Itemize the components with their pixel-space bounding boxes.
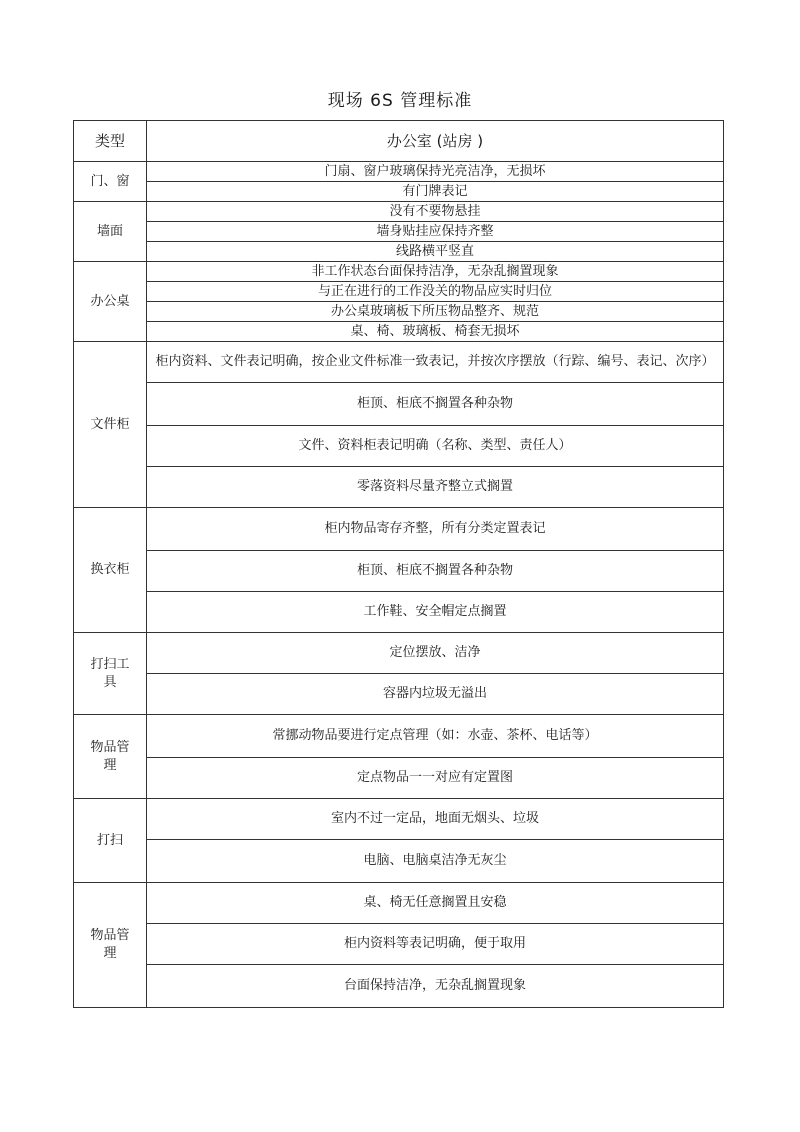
standard-item: 有门牌表记	[147, 182, 724, 202]
table-header-row	[74, 121, 724, 162]
table-row	[74, 758, 724, 799]
category-line: 物品管	[90, 928, 130, 943]
table-row	[74, 674, 724, 715]
table-row	[74, 242, 724, 262]
standard-item: 柜顶、柜底不搁置各种杂物	[147, 551, 724, 592]
table-row	[74, 924, 724, 965]
category-desk: 办公桌	[74, 262, 147, 342]
category-line: 物品管	[90, 739, 130, 755]
standard-item: 电脑、电脑桌洁净无灰尘	[147, 840, 724, 883]
table-row	[74, 715, 724, 758]
standard-item: 室内不过一定品，地面无烟头、垃圾	[147, 799, 724, 840]
category-door-window: 门、窗	[74, 162, 147, 202]
standard-item: 定位摆放、洁净	[147, 633, 724, 674]
table-row	[74, 883, 724, 924]
category-item-management	[74, 715, 147, 799]
standard-item: 墙身贴挂应保持齐整	[147, 222, 724, 242]
table-row	[74, 551, 724, 592]
table-row	[74, 222, 724, 242]
category-line: 打扫工	[90, 656, 130, 672]
category-cleaning-tools	[74, 633, 147, 715]
table-row	[74, 467, 724, 508]
standard-item: 文件、资料柜表记明确（名称、类型、责任人）	[147, 426, 724, 467]
table-row	[74, 202, 724, 222]
standard-item: 与正在进行的工作没关的物品应实时归位	[147, 282, 724, 302]
standard-item: 门扇、窗户玻璃保持光亮洁净，无损坏	[147, 162, 724, 182]
category-line: 理	[103, 757, 117, 773]
table-row	[74, 799, 724, 840]
standard-item: 桌、椅、玻璃板、椅套无损坏	[147, 322, 724, 342]
table-row	[74, 383, 724, 426]
standard-item: 非工作状态台面保持洁净，无杂乱搁置现象	[147, 262, 724, 282]
standard-item: 柜顶、柜底不搁置各种杂物	[147, 383, 724, 426]
table-row	[74, 262, 724, 282]
standard-item: 桌、椅无任意搁置且安稳	[147, 883, 724, 924]
standard-item: 零落资料尽量齐整立式搁置	[147, 467, 724, 508]
standard-item: 柜内物品寄存齐整，所有分类定置表记	[147, 508, 724, 551]
standard-item: 办公桌玻璃板下所压物品整齐、规范	[147, 302, 724, 322]
standards-table	[73, 120, 724, 1008]
category-cleaning: 打扫	[74, 799, 147, 883]
table-row	[74, 426, 724, 467]
table-row	[74, 302, 724, 322]
page-title: 现场 6S 管理标准	[327, 91, 473, 111]
category-item-management-2	[74, 883, 147, 1008]
table-row	[74, 322, 724, 342]
table-row	[74, 342, 724, 383]
standard-item: 台面保持洁净，无杂乱搁置现象	[147, 965, 724, 1008]
category-line: 理	[103, 946, 117, 961]
header-office: 办公室 (站房 )	[147, 121, 724, 162]
standard-item: 柜内资料、文件表记明确，按企业文件标准一致表记，并按次序摆放（行踪、编号、表记、次序）	[147, 342, 724, 383]
standard-item: 没有不要物悬挂	[147, 202, 724, 222]
table-row	[74, 508, 724, 551]
category-file-cabinet: 文件柜	[74, 342, 147, 508]
table-row	[74, 965, 724, 1008]
standard-item: 线路横平竖直	[147, 242, 724, 262]
standard-item: 柜内资料等表记明确，便于取用	[147, 924, 724, 965]
standard-item: 容器内垃圾无溢出	[147, 674, 724, 715]
standard-item: 定点物品一一对应有定置图	[147, 758, 724, 799]
table-row	[74, 162, 724, 182]
category-locker: 换衣柜	[74, 508, 147, 633]
table-row	[74, 633, 724, 674]
standard-item: 常挪动物品要进行定点管理（如：水壶、茶杯、电话等）	[147, 715, 724, 758]
category-wall: 墙面	[74, 202, 147, 262]
table-row	[74, 182, 724, 202]
header-type: 类型	[74, 121, 147, 162]
table-row	[74, 592, 724, 633]
table-row	[74, 840, 724, 883]
standard-item: 工作鞋、安全帽定点搁置	[147, 592, 724, 633]
table-row	[74, 282, 724, 302]
category-line: 具	[103, 674, 117, 690]
